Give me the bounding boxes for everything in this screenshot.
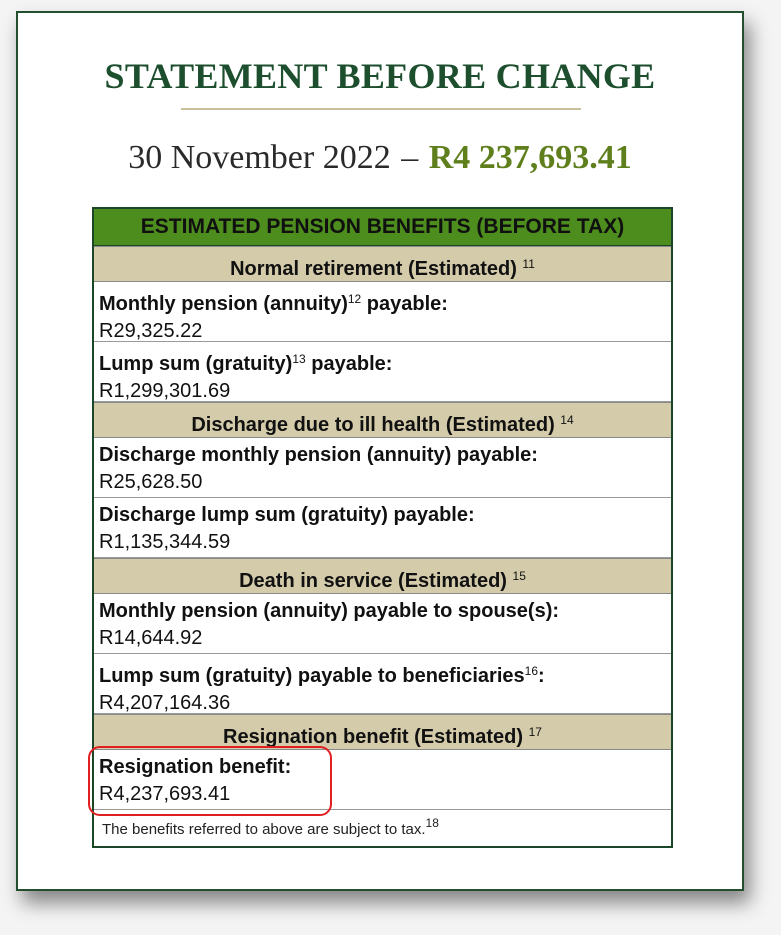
- statement-amount: R4 237,693.41: [428, 139, 632, 176]
- section-ill-health: [94, 402, 671, 438]
- row-value: R1,135,344.59: [99, 531, 231, 553]
- statement-title: STATEMENT BEFORE CHANGE: [104, 56, 656, 96]
- statement-card: [16, 11, 744, 891]
- row-value: R14,644.92: [99, 627, 203, 649]
- footnote-ref: 11: [522, 257, 535, 271]
- row-label: Resignation benefit:: [99, 756, 292, 778]
- section-title: Discharge due to ill health (Estimated): [191, 414, 555, 436]
- table-row: [94, 498, 671, 558]
- section-title: Normal retirement (Estimated): [230, 258, 517, 280]
- table-row: [94, 594, 671, 654]
- resignation-highlight-box: [88, 746, 332, 816]
- table-row: [94, 438, 671, 498]
- footnote-ref: 12: [347, 292, 362, 306]
- footnote-ref: 17: [528, 725, 542, 739]
- row-value: R4,237,693.41: [99, 783, 231, 805]
- statement-subtitle: [18, 139, 742, 177]
- section-resignation: [94, 714, 671, 750]
- section-normal-retirement: [94, 246, 671, 282]
- section-death-in-service: [94, 558, 671, 594]
- row-value: R29,325.22: [99, 320, 203, 342]
- statement-date: 30 November 2022: [128, 139, 391, 176]
- row-label: Lump sum (gratuity) payable to beneficiaries$^{16}$:: [99, 664, 545, 687]
- title-divider: [181, 108, 581, 110]
- table-row: [94, 282, 671, 342]
- table-row: [94, 342, 671, 402]
- footnote-ref: 15: [512, 569, 526, 583]
- table-row: [94, 654, 671, 714]
- row-value: R25,628.50: [99, 471, 203, 493]
- footnote-ref: 13: [292, 352, 306, 366]
- section-title: Death in service (Estimated): [239, 570, 507, 592]
- row-value: R4,207,164.36: [99, 692, 231, 714]
- subtitle-dash: –: [401, 139, 419, 176]
- table-heading: ESTIMATED PENSION BENEFITS (BEFORE TAX): [94, 209, 671, 246]
- row-label: Monthly pension (annuity) payable to spouse(s):: [99, 600, 560, 622]
- footnote-ref: 14: [560, 413, 574, 427]
- row-label: Discharge monthly pension (annuity) payable:: [99, 444, 538, 466]
- row-value: R1,299,301.69: [99, 380, 231, 402]
- row-label: Monthly pension (annuity)$^{12}$ payable:: [99, 292, 448, 315]
- footnote-ref: 16: [524, 664, 539, 678]
- row-label: Lump sum (gratuity)$^{13}$ payable:: [99, 352, 393, 375]
- footnote-ref: 18: [425, 816, 439, 830]
- tax-note: The benefits referred to above are subject to tax.$^{18}$: [102, 816, 439, 838]
- row-label: Discharge lump sum (gratuity) payable:: [99, 504, 475, 526]
- section-title: Resignation benefit (Estimated): [223, 726, 524, 748]
